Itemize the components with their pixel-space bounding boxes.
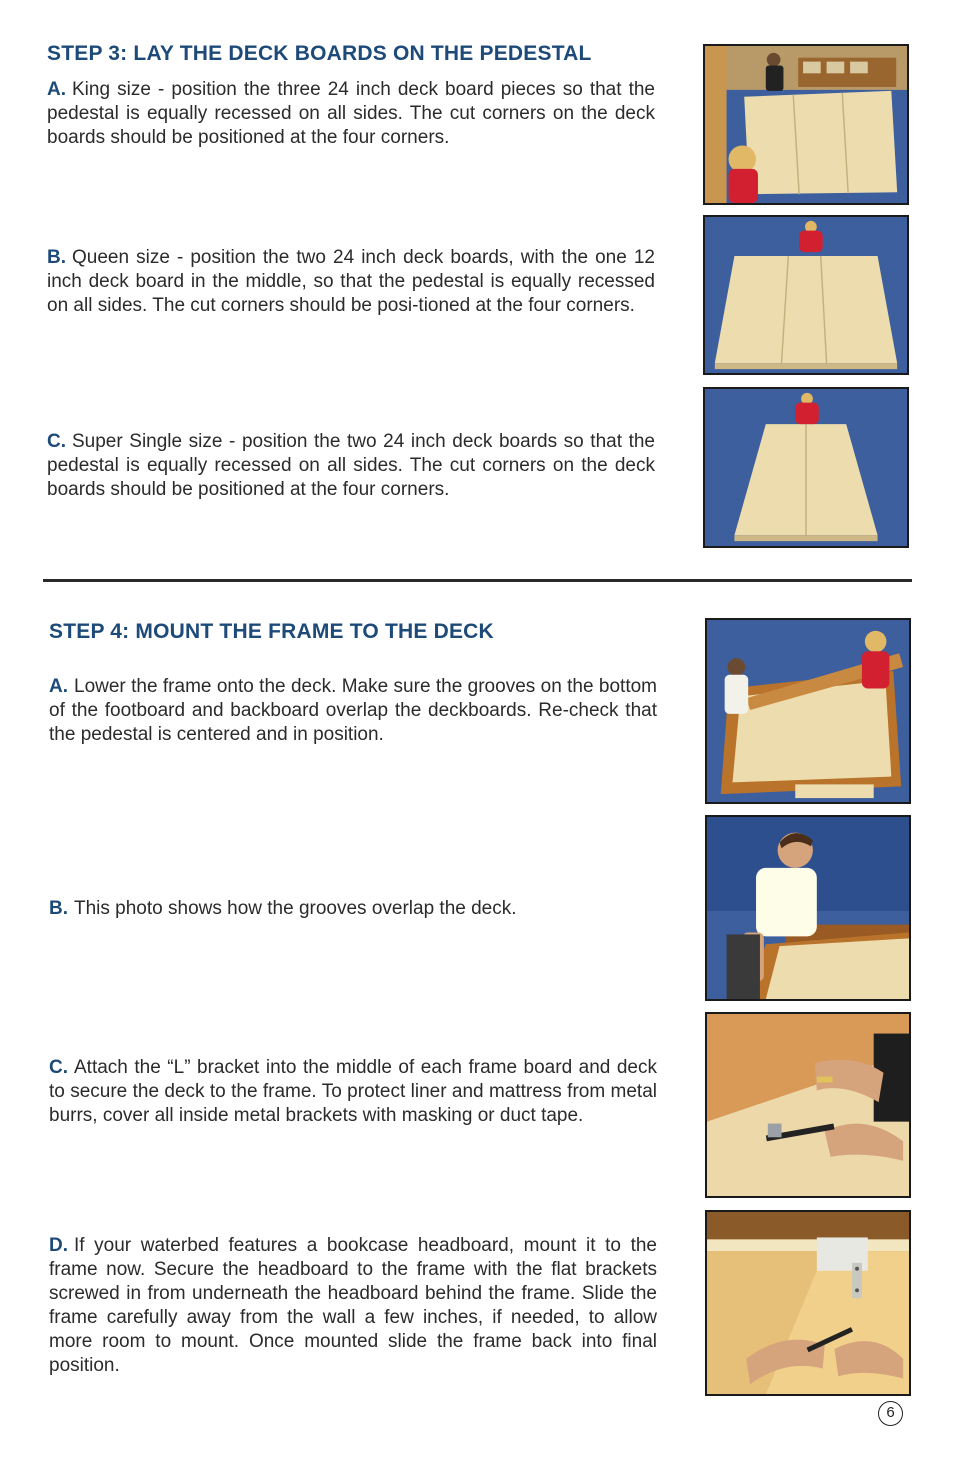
photo-headboard-mount <box>705 1210 911 1396</box>
step3-heading: STEP 3: LAY THE DECK BOARDS ON THE PEDESTAL <box>47 42 592 65</box>
step4-heading: STEP 4: MOUNT THE FRAME TO THE DECK <box>49 620 494 643</box>
photo-grooves-overlap <box>705 815 911 1001</box>
step4-item-c-text: Attach the “L” bracket into the middle of each frame board and deck to secure the deck to the frame. To protect liner and mattress from metal burrs, cover all inside metal brackets with masking or duct tape. <box>49 1057 657 1126</box>
step4-item-b-text: This photo shows how the grooves overlap the deck. <box>74 898 517 919</box>
step3-item-a <box>47 78 655 150</box>
step4-item-d <box>49 1234 657 1378</box>
step4-item-d-label: D. <box>49 1235 68 1256</box>
photo-l-bracket <box>705 1012 911 1198</box>
page-number: 6 <box>878 1401 903 1426</box>
step3-item-b-text: Queen size - position the two 24 inch deck boards, with the one 12 inch deck board in the middle, so that the pedestal is equally recessed on all sides. The cut corners should be posi-tioned at the four corners. <box>47 247 655 316</box>
step4-item-b <box>49 897 657 921</box>
step3-item-b <box>47 246 655 318</box>
step3-item-a-label: A. <box>47 79 66 100</box>
photo-super-single-deck-boards <box>703 387 909 548</box>
step4-item-a-text: Lower the frame onto the deck. Make sure the grooves on the bottom of the footboard and backboard overlap the deckboards. Re-check that the pedestal is centered and in position. <box>49 676 657 745</box>
photo-queen-deck-boards <box>703 215 909 375</box>
step4-item-d-text: If your waterbed features a bookcase headboard, mount it to the frame now. Secure the headboard to the frame with the flat brackets screwed in from underneath the headboard behind the frame. Slide the frame carefully away from the wall a few inches, if needed, to allow more room to mount. Once mounted slide the frame back into final position. <box>49 1235 657 1376</box>
step4-item-c-label: C. <box>49 1057 68 1078</box>
step4-item-a-label: A. <box>49 676 68 697</box>
step4-item-a <box>49 675 657 747</box>
step3-item-b-label: B. <box>47 247 66 268</box>
section-divider <box>43 579 912 582</box>
photo-lower-frame <box>705 618 911 804</box>
step3-item-c-text: Super Single size - position the two 24 inch deck boards so that the pedestal is equally recessed on all sides. The cut corners on the deck boards should be positioned at the four corners. <box>47 431 655 500</box>
step3-item-c-label: C. <box>47 431 66 452</box>
step4-item-c <box>49 1056 657 1128</box>
photo-king-deck-boards <box>703 44 909 205</box>
step3-item-c <box>47 430 655 502</box>
step4-item-b-label: B. <box>49 898 68 919</box>
step3-item-a-text: King size - position the three 24 inch deck board pieces so that the pedestal is equally recessed on all sides. The cut corners on the deck boards should be positioned at the four corners. <box>47 79 655 148</box>
